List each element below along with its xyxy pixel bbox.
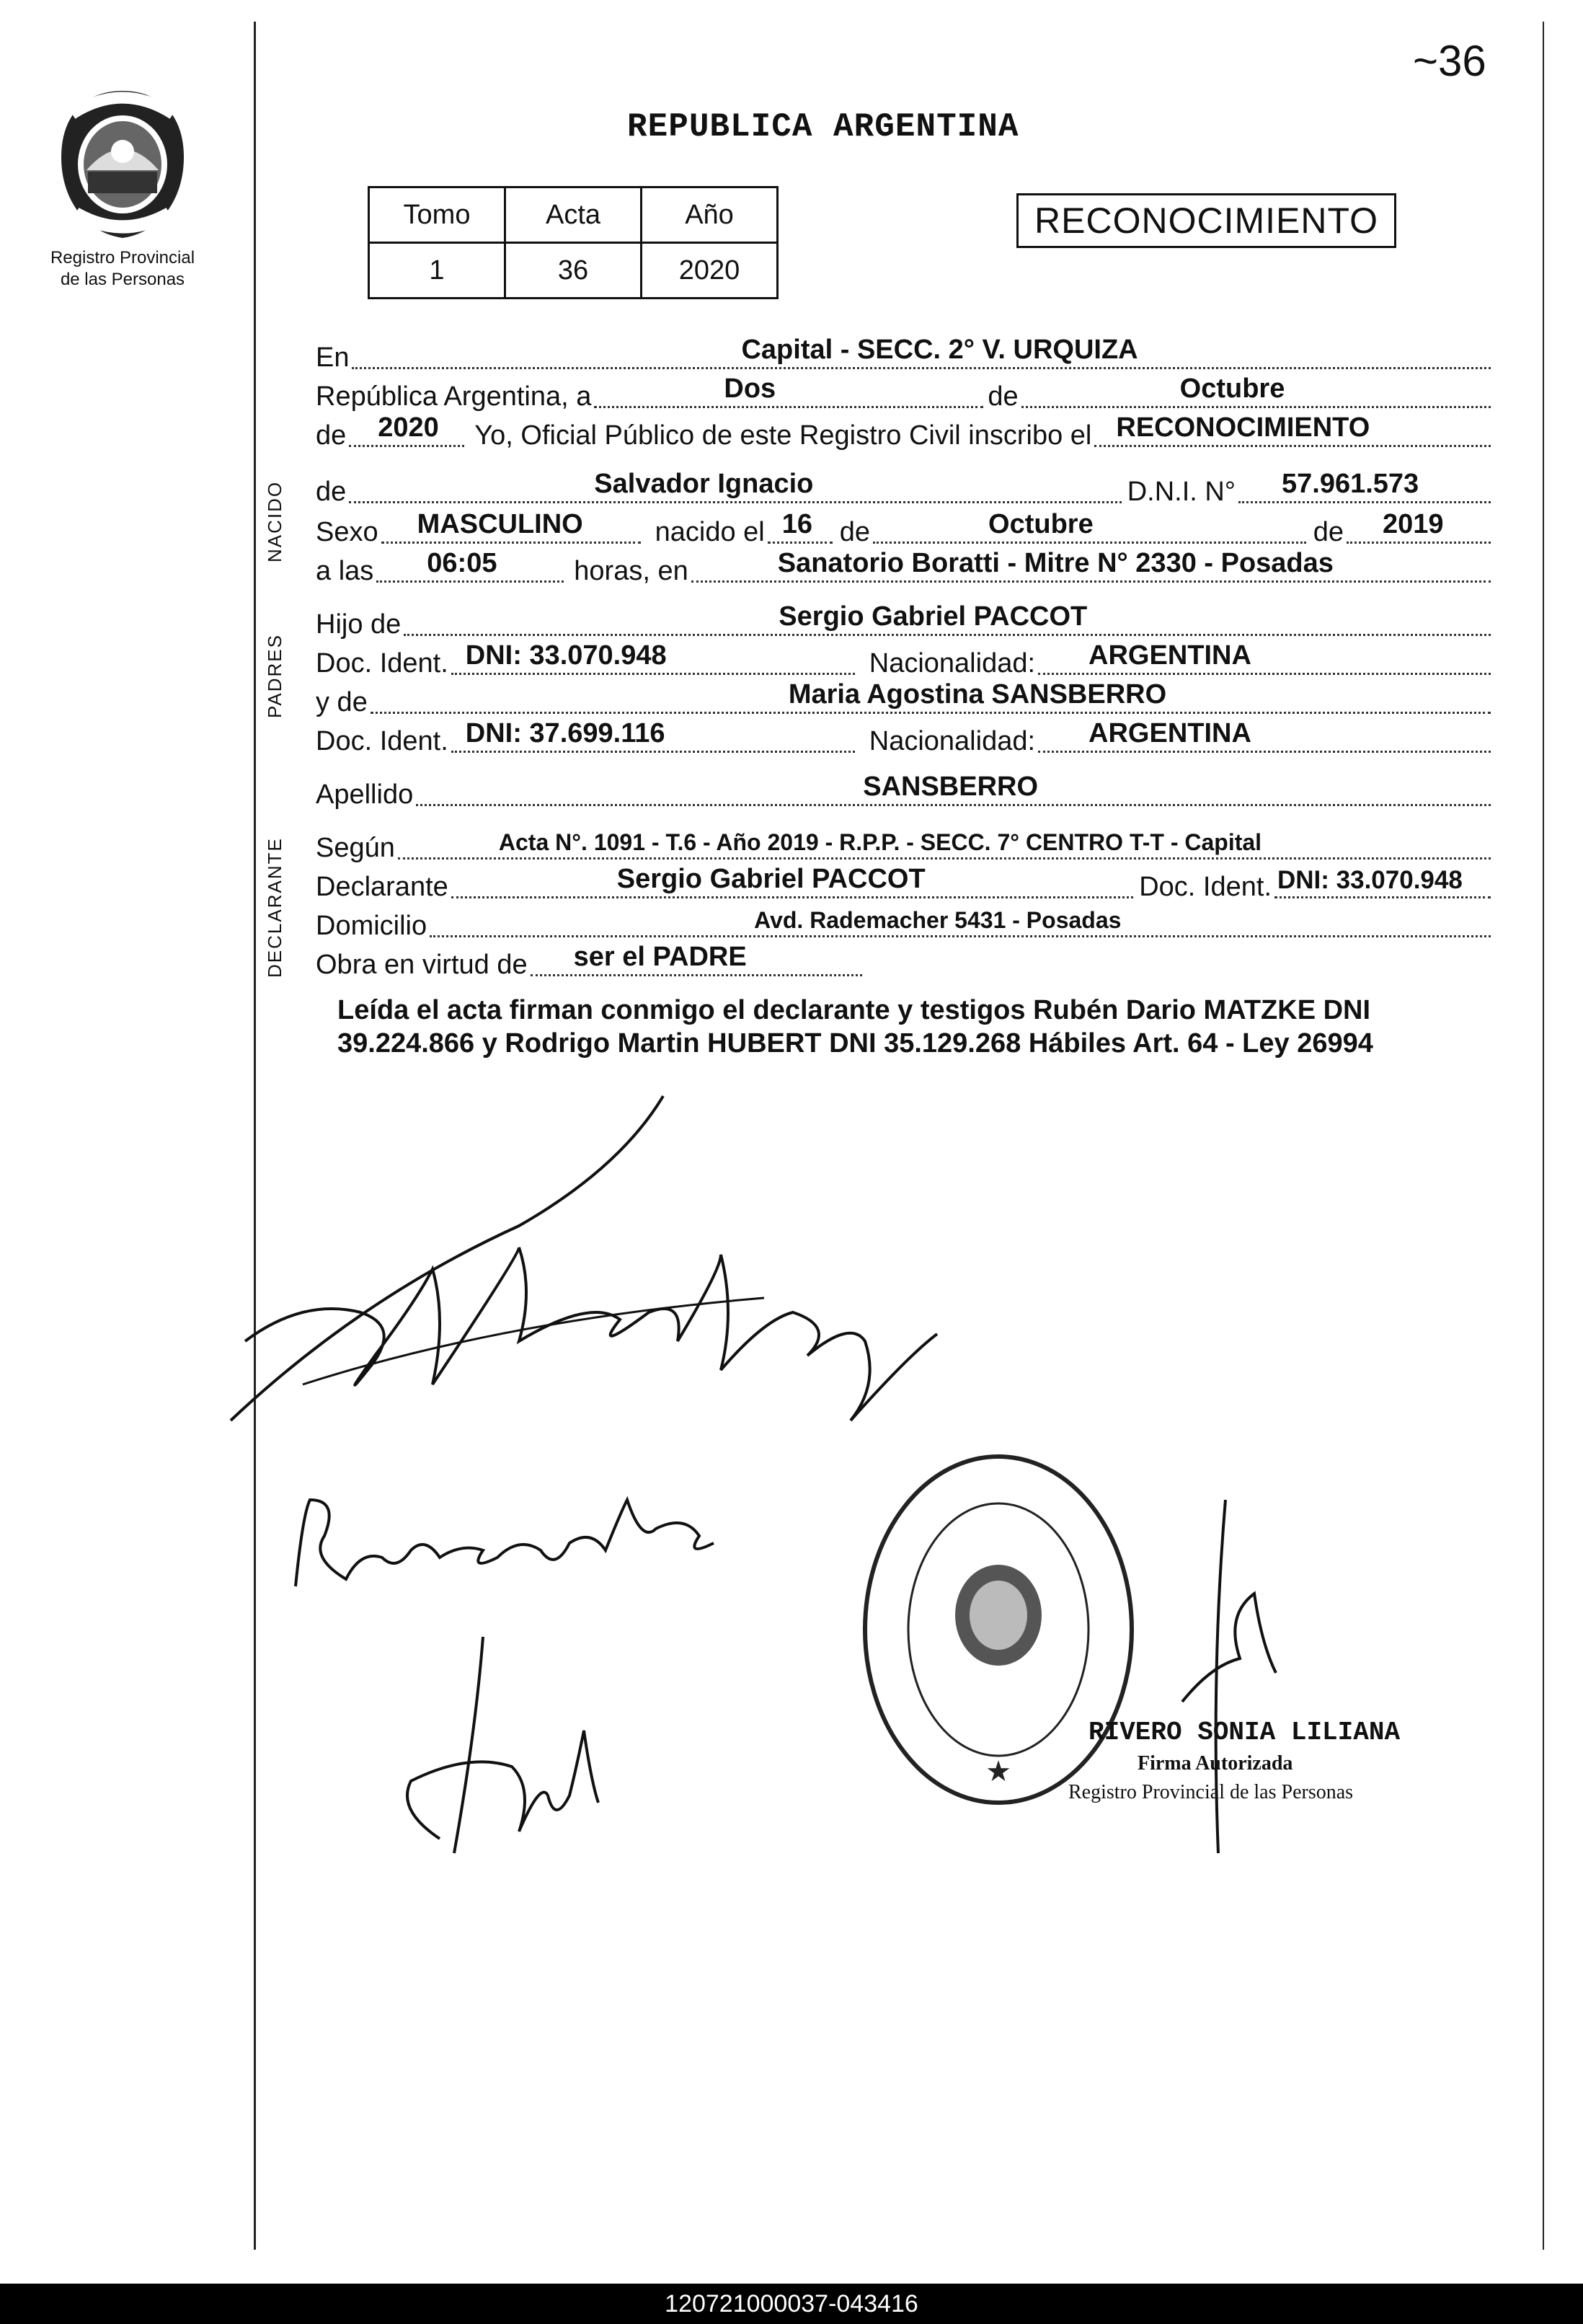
page-number-value: 36 <box>1438 37 1486 85</box>
row-domicilio <box>316 901 1491 942</box>
obra-value: ser el PADRE <box>573 942 747 972</box>
official-name: RIVERO SONIA LILIANA <box>1088 1718 1401 1747</box>
mother-nat-label: Nacionalidad: <box>869 726 1036 756</box>
dni-label: D.N.I. N° <box>1127 477 1236 507</box>
declarante-doc: DNI: 33.070.948 <box>1277 866 1463 894</box>
hijo-de-label: Hijo de <box>316 609 402 640</box>
birth-de2-label: de <box>1313 517 1344 547</box>
mother-doc: DNI: 37.699.116 <box>465 718 665 748</box>
row-en <box>316 333 1491 374</box>
official-signature <box>1139 1485 1326 1860</box>
obra-label: Obra en virtud de <box>316 950 528 980</box>
row-nombre <box>316 467 1491 508</box>
footer-bar <box>0 2284 1583 2324</box>
witness-signature-hubert <box>368 1622 627 1868</box>
birth-place: Sanatorio Boratti - Mitre N° 2330 - Posadas <box>777 548 1334 578</box>
declarante-value: Sergio Gabriel PACCOT <box>616 864 926 894</box>
logo-caption-2: de las Personas <box>60 270 185 289</box>
mother-doc-label: Doc. Ident. <box>316 726 448 756</box>
segun-value: Acta N°. 1091 - T.6 - Año 2019 - R.P.P. - SECC. 7° CENTRO T-T - Capital <box>498 829 1262 855</box>
tomo-value: 1 <box>369 243 505 299</box>
official-title: Firma Autorizada <box>1138 1752 1293 1775</box>
province-logo <box>50 85 195 244</box>
padres-side-label: PADRES <box>264 634 285 718</box>
day-value: Dos <box>724 374 776 404</box>
child-name: Salvador Ignacio <box>594 469 814 499</box>
month-value: Octubre <box>1179 374 1285 404</box>
mother-name: Maria Agostina SANSBERRO <box>788 679 1167 710</box>
row-mother-doc <box>316 717 1491 757</box>
birth-time: 06:05 <box>427 548 497 578</box>
en-value: Capital - SECC. 2° V. URQUIZA <box>741 335 1138 365</box>
domicilio-label: Domicilio <box>316 911 427 941</box>
sexo-label: Sexo <box>316 517 378 547</box>
birth-de1-label: de <box>839 517 871 547</box>
row-sexo <box>316 508 1491 548</box>
year-value: 2020 <box>378 412 439 443</box>
sexo-value: MASCULINO <box>417 509 583 539</box>
birth-day: 16 <box>781 509 813 539</box>
acta-header: Acta <box>505 187 642 243</box>
right-margin-line <box>1543 22 1544 2250</box>
apellido-value: SANSBERRO <box>863 772 1039 802</box>
official-seal <box>858 1449 1139 1810</box>
nacido-side-label: NACIDO <box>264 480 285 562</box>
father-nat-label: Nacionalidad: <box>869 648 1036 679</box>
row-anio <box>316 411 1491 451</box>
footer-code: 120721000037-043416 <box>665 2290 918 2318</box>
closing-text: Leída el acta firman conmigo el declarante y testigos Rubén Dario MATZKE DNI 39.224.866 y Rodrigo Martin HUBERT DNI 35.129.268 Hábiles Art. 64 - Ley 26994 <box>337 995 1373 1059</box>
declarante-signature <box>216 1082 1081 1457</box>
act-type-box: RECONOCIMIENTO <box>1016 193 1396 248</box>
row-hora <box>316 547 1491 587</box>
anio-value: 2020 <box>642 243 778 299</box>
act-value: RECONOCIMIENTO <box>1116 412 1370 443</box>
acta-value: 36 <box>505 243 642 299</box>
segun-label: Según <box>316 833 395 863</box>
child-dni: 57.961.573 <box>1282 469 1419 499</box>
father-doc-label: Doc. Ident. <box>316 648 448 679</box>
witness-signature-matzke <box>281 1471 757 1601</box>
declarante-doc-label: Doc. Ident. <box>1139 872 1272 902</box>
month-de-label: de <box>988 381 1019 412</box>
svg-text:★: ★ <box>985 1755 1011 1788</box>
anio-header: Año <box>642 187 778 243</box>
nacido-el-label: nacido el <box>655 517 765 547</box>
record-table <box>368 186 779 299</box>
birth-month: Octubre <box>988 509 1094 539</box>
en-label: En <box>316 343 350 373</box>
declarante-label: Declarante <box>316 872 448 902</box>
row-segun <box>316 823 1491 864</box>
mother-nat: ARGENTINA <box>1088 718 1251 748</box>
year-de-label: de <box>316 420 347 451</box>
domicilio-value: Avd. Rademacher 5431 - Posadas <box>754 907 1122 933</box>
row-father-doc <box>316 639 1491 679</box>
republica-label: República Argentina, a <box>316 381 592 412</box>
apellido-label: Apellido <box>316 779 414 810</box>
father-nat: ARGENTINA <box>1088 640 1251 671</box>
page-number: ~36 <box>1413 37 1486 85</box>
horas-en-label: horas, en <box>574 556 688 586</box>
a-las-label: a las <box>316 556 374 586</box>
declarante-side-label: DECLARANTE <box>264 837 285 978</box>
name-de-label: de <box>316 477 347 507</box>
row-fecha <box>316 372 1491 412</box>
official-office: Registro Provincial de las Personas <box>1068 1781 1354 1803</box>
tomo-header: Tomo <box>369 187 505 243</box>
row-obra <box>316 940 862 981</box>
country-title: REPUBLICA ARGENTINA <box>627 108 1019 146</box>
father-name: Sergio Gabriel PACCOT <box>779 601 1088 632</box>
officer-text: Yo, Oficial Público de este Registro Civil inscribo el <box>474 420 1092 451</box>
row-declarante <box>316 862 1491 903</box>
row-y-de <box>316 678 1491 718</box>
row-hijo-de <box>316 600 1491 640</box>
y-de-label: y de <box>316 687 368 717</box>
birth-year: 2019 <box>1383 509 1444 539</box>
logo-caption-1: Registro Provincial <box>50 248 195 268</box>
row-apellido <box>316 770 1491 810</box>
father-doc: DNI: 33.070.948 <box>465 640 667 671</box>
